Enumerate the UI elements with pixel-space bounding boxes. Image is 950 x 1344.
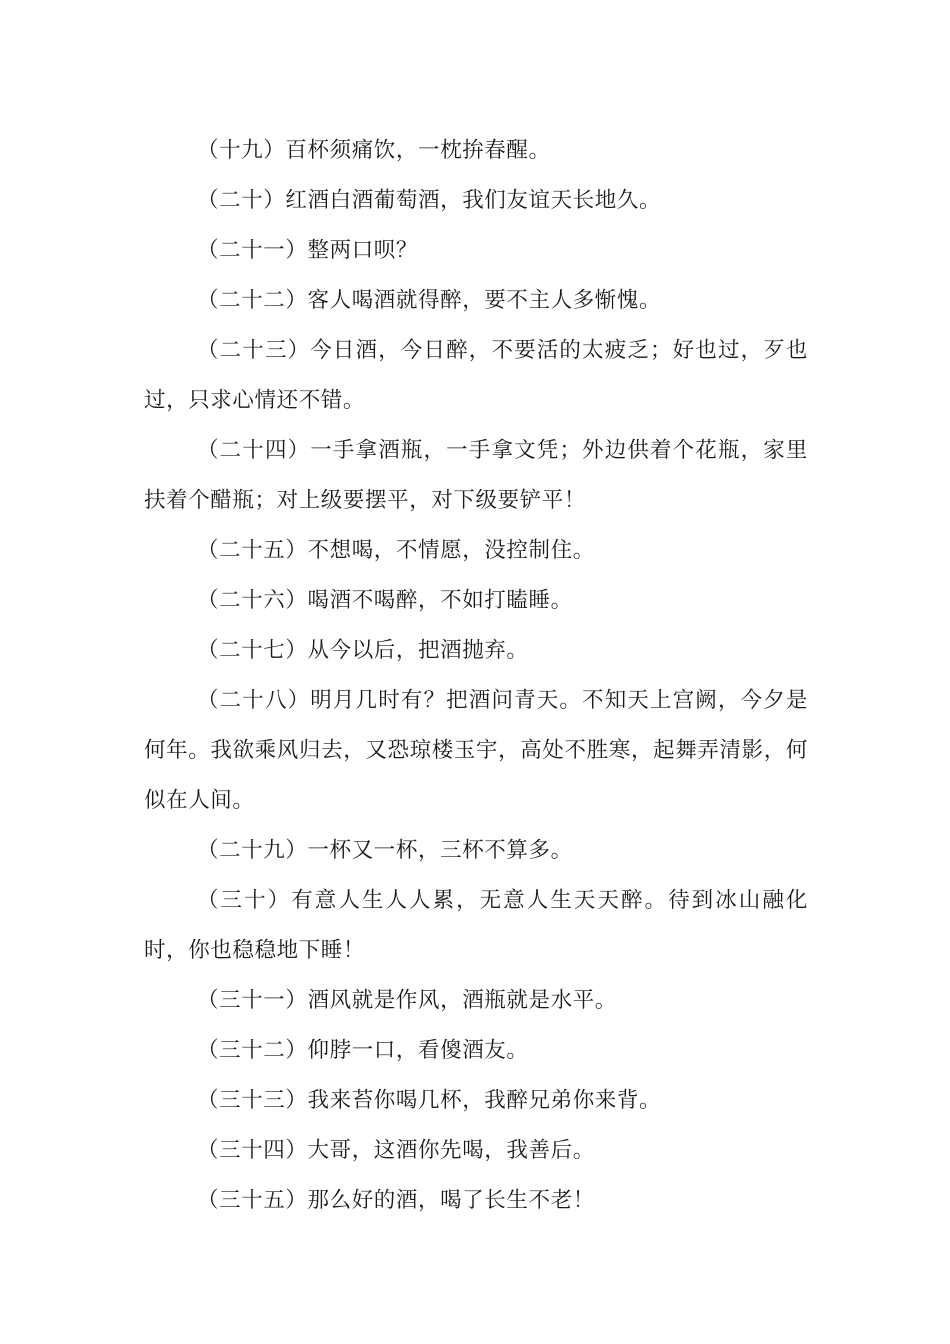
paragraph-20: （二十）红酒白酒葡萄酒，我们友谊天长地久。: [197, 188, 662, 213]
paragraph-27: （二十七）从今以后，把酒抛弃。: [197, 638, 529, 663]
paragraph-21: （二十一）整两口呗？: [197, 238, 419, 263]
paragraph-24: （二十四）一手拿酒瓶，一手拿文凭；外边供着个花瓶，家里扶着个醋瓶；对上级要摆平，对下级要铲平！: [144, 438, 808, 513]
paragraph-30: （三十）有意人生人人累，无意人生天天醉。待到冰山融化时，你也稳稳地下睡！: [144, 888, 808, 963]
paragraph-26: （二十六）喝酒不喝醉，不如打瞌睡。: [197, 588, 573, 613]
paragraph-34: （三十四）大哥，这酒你先喝，我善后。: [197, 1138, 595, 1163]
paragraph-19: （十九）百杯须痛饮，一枕拚春醒。: [197, 138, 551, 163]
paragraph-33: （三十三）我来苔你喝几杯，我醉兄弟你来背。: [197, 1088, 662, 1113]
document-body: [144, 126, 808, 1226]
paragraph-31: （三十一）酒风就是作风，酒瓶就是水平。: [197, 988, 617, 1013]
paragraph-28: （二十八）明月几时有？把酒问青天。不知天上宫阙，今夕是何年。我欲乘风归去，又恐琼楼玉宇，高处不胜寒，起舞弄清影，何似在人间。: [144, 688, 808, 813]
paragraph-35: （三十五）那么好的酒，喝了长生不老！: [197, 1188, 595, 1213]
paragraph-29: （二十九）一杯又一杯，三杯不算多。: [197, 838, 573, 863]
paragraph-32: （三十二）仰脖一口，看傻酒友。: [197, 1038, 529, 1063]
paragraph-23: （二十三）今日酒，今日醉，不要活的太疲乏；好也过，歹也过，只求心情还不错。: [144, 338, 808, 413]
paragraph-25: （二十五）不想喝，不情愿，没控制住。: [197, 538, 595, 563]
paragraph-22: （二十二）客人喝酒就得醉，要不主人多惭愧。: [197, 288, 662, 313]
